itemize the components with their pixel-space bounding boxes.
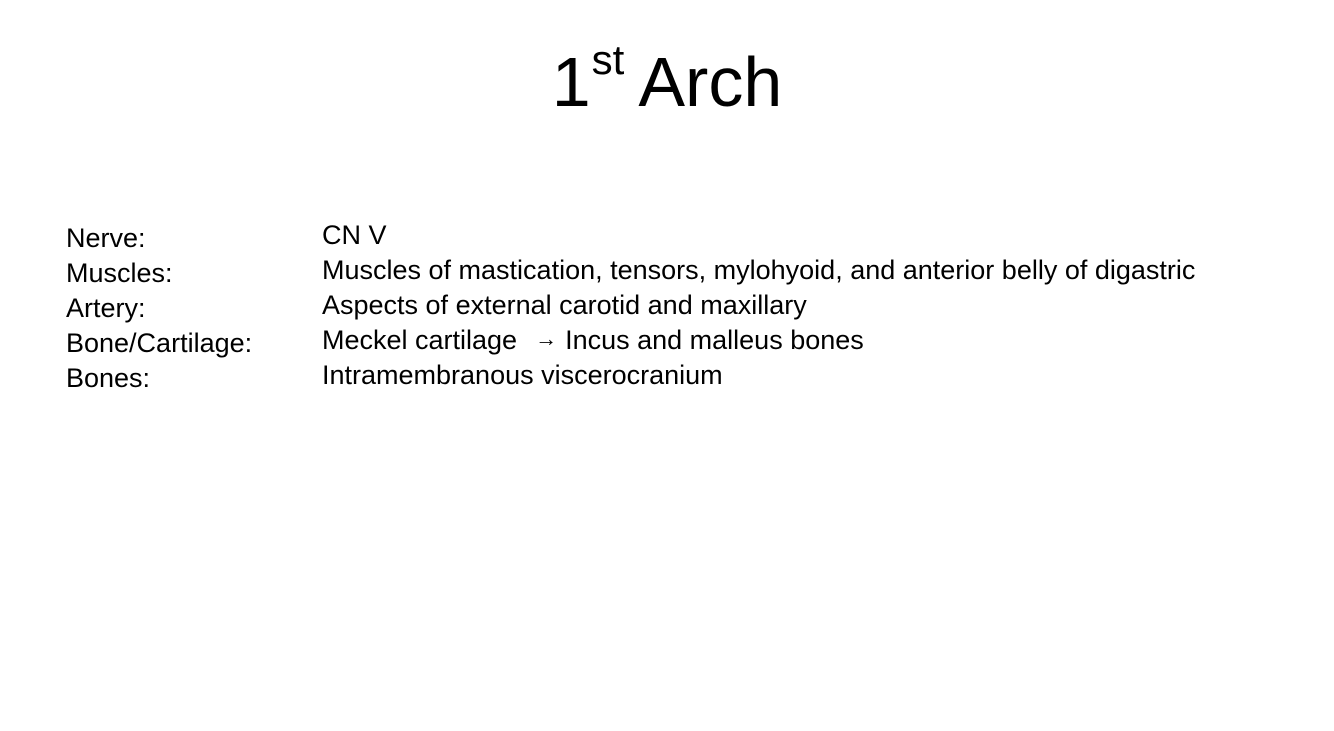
title-number: 1 (551, 43, 591, 121)
fact-value: Muscles of mastication, tensors, mylohyoid, and anterior belly of digastric (322, 255, 1196, 285)
fact-label: Muscles: (66, 258, 173, 288)
fact-value: CN V (322, 220, 387, 250)
title-word: Arch (638, 43, 783, 121)
fact-row-nerve (66, 218, 1306, 253)
fact-row-muscles (66, 253, 1306, 288)
fact-value: Intramembranous viscerocranium (322, 360, 723, 390)
fact-value: Aspects of external carotid and maxillary (322, 290, 807, 320)
fact-value (322, 323, 864, 359)
fact-value-before-arrow: Meckel cartilage (322, 325, 518, 355)
slide-title (0, 36, 1334, 124)
fact-label: Nerve: (66, 223, 146, 253)
fact-row-bone-cartilage (66, 323, 1306, 358)
fact-value-after-arrow: Incus and malleus bones (565, 325, 864, 355)
fact-row-bones (66, 358, 1306, 393)
fact-label: Bones: (66, 363, 151, 393)
arch-facts-list (66, 218, 1306, 393)
fact-row-artery (66, 288, 1306, 323)
fact-label: Artery: (66, 293, 146, 323)
title-ordinal-suffix: st (591, 36, 625, 83)
fact-label: Bone/Cartilage: (66, 328, 253, 358)
right-arrow-icon: → (535, 326, 558, 351)
